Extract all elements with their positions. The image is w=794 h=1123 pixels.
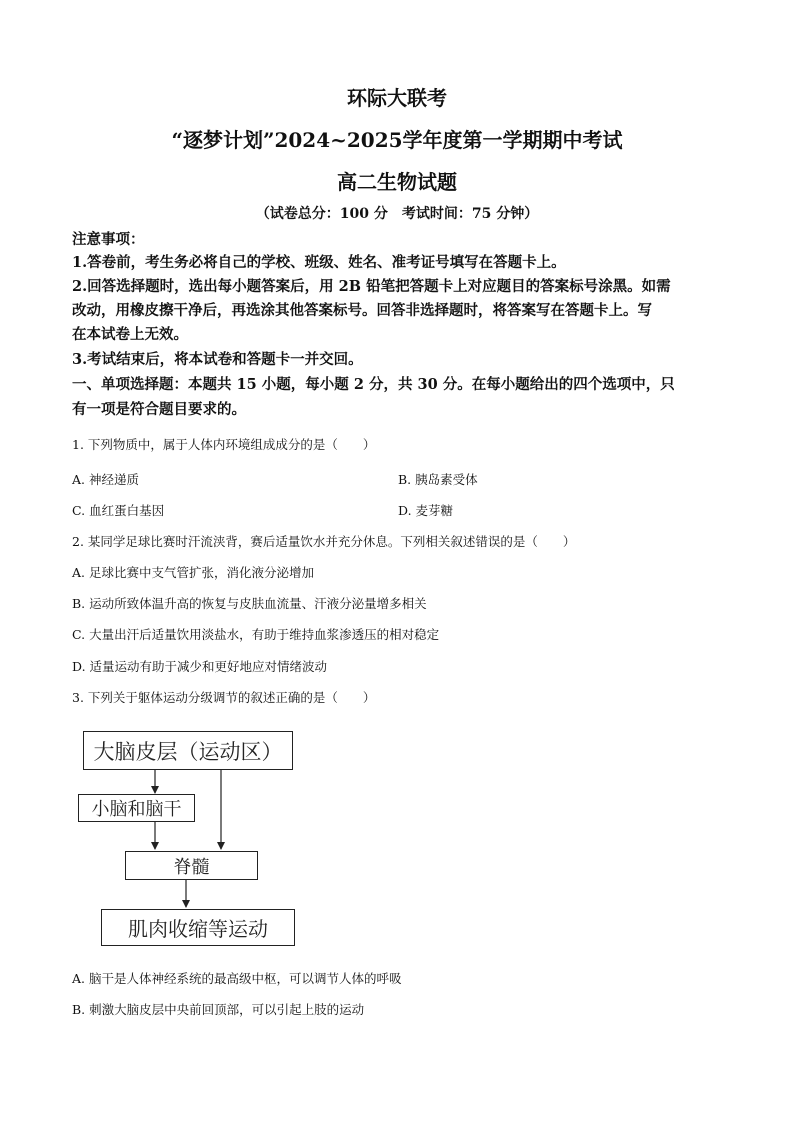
section-1-instructions-line-1: 一、单项选择题：本题共 15 小题，每小题 2 分，共 30 分。在每小题给出的四个选项中，只 — [72, 376, 675, 393]
box-spinal-cord: 脊髓 — [125, 851, 258, 880]
question-2-option-c: C. 大量出汗后适量饮用淡盐水，有助于维持血浆渗透压的相对稳定 — [72, 627, 440, 642]
exam-org-title: 环际大联考 — [347, 86, 447, 110]
question-1-stem: 1. 下列物质中，属于人体内环境组成成分的是（ ） — [72, 437, 376, 452]
question-2-option-b: B. 运动所致体温升高的恢复与皮肤血流量、汗液分泌量增多相关 — [72, 596, 427, 611]
question-1-option-c: C. 血红蛋白基因 — [72, 503, 165, 518]
question-2-option-a: A. 足球比赛中支气管扩张，消化液分泌增加 — [72, 565, 314, 580]
box-cerebellum-brainstem: 小脑和脑干 — [78, 794, 195, 822]
question-3-stem: 3. 下列关于躯体运动分级调节的叙述正确的是（ ） — [72, 690, 376, 705]
exam-name-title: “逐梦计划”2024~2025学年度第一学期期中考试 — [171, 128, 623, 152]
question-1-option-b: B. 胰岛素受体 — [398, 472, 478, 487]
subject-title: 高二生物试题 — [337, 170, 457, 194]
notice-item-2-line-1: 2.回答选择题时，选出每小题答案后，用 2B 铅笔把答题卡上对应题目的答案标号涂黑。如需 — [72, 278, 671, 295]
question-1-option-a: A. 神经递质 — [72, 472, 139, 487]
notice-item-2-line-3: 在本试卷上无效。 — [72, 326, 188, 343]
exam-meta: （试卷总分：100 分 考试时间：75 分钟） — [255, 206, 539, 222]
question-3-option-a: A. 脑干是人体神经系统的最高级中枢，可以调节人体的呼吸 — [72, 971, 402, 986]
notice-item-3: 3.考试结束后，将本试卷和答题卡一并交回。 — [72, 351, 363, 368]
question-1-option-d: D. 麦芽糖 — [398, 503, 454, 518]
notice-heading: 注意事项： — [72, 231, 145, 248]
question-3-option-b: B. 刺激大脑皮层中央前回顶部，可以引起上肢的运动 — [72, 1002, 365, 1017]
notice-item-2-line-2: 改动，用橡皮擦干净后，再选涂其他答案标号。回答非选择题时，将答案写在答题卡上。写 — [72, 302, 652, 319]
box-muscle-contraction: 肌肉收缩等运动 — [101, 909, 295, 946]
question-2-option-d: D. 适量运动有助于减少和更好地应对情绪波动 — [72, 659, 328, 674]
question-2-stem: 2. 某同学足球比赛时汗流浃背，赛后适量饮水并充分休息。下列相关叙述错误的是（ ） — [72, 534, 576, 549]
box-cerebral-cortex: 大脑皮层（运动区） — [83, 731, 293, 770]
section-1-instructions-line-2: 有一项是符合题目要求的。 — [72, 401, 246, 418]
notice-item-1: 1.答卷前，考生务必将自己的学校、班级、姓名、准考证号填写在答题卡上。 — [72, 254, 566, 271]
